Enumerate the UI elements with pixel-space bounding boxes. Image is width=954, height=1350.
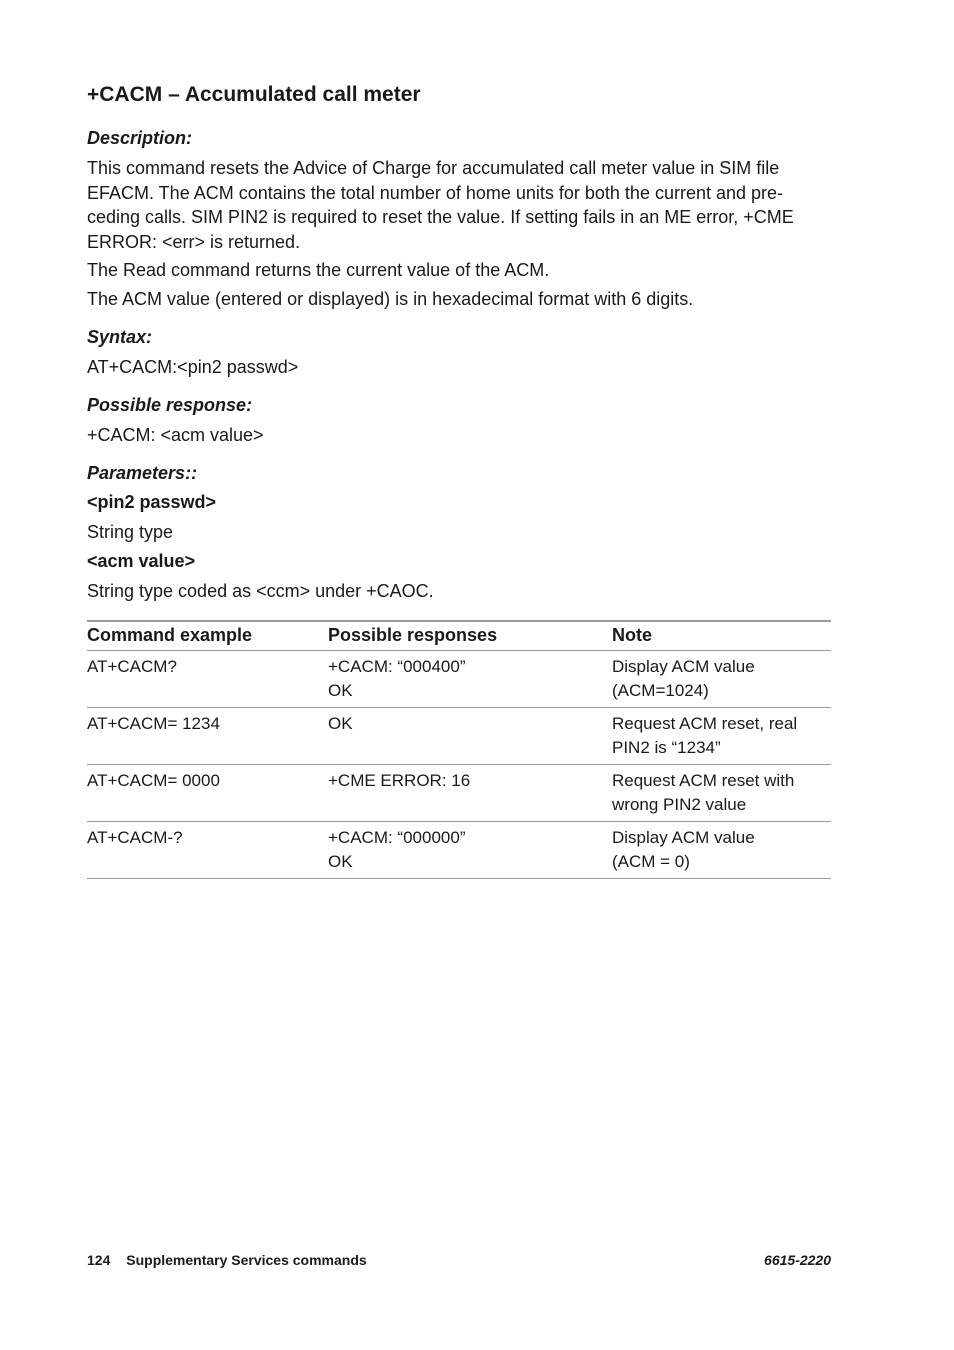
page-title: +CACM – Accumulated call meter bbox=[87, 83, 421, 106]
note-line: (ACM = 0) bbox=[612, 851, 690, 871]
possible-response-value: +CACM: <acm value> bbox=[87, 425, 264, 445]
description-label: Description: bbox=[87, 128, 193, 148]
table-header-row bbox=[87, 621, 831, 651]
table-cell-response bbox=[328, 765, 612, 822]
table-cell-response bbox=[328, 822, 612, 879]
note-line: (ACM=1024) bbox=[612, 680, 709, 700]
header-possible-responses: Possible responses bbox=[328, 621, 612, 651]
table-row bbox=[87, 765, 831, 822]
table-row bbox=[87, 651, 831, 708]
table-cell-command: AT+CACM= 1234 bbox=[87, 708, 328, 765]
note-line: Request ACM reset, real bbox=[612, 714, 798, 733]
description-paragraph-1: This command resets the Advice of Charge for accumulated call meter value in SIM file EFACM. The ACM contains the total number of home units for both the current and pre-ceding calls. SIM PIN2 is required to reset the value. If setting fails in an ME error, +CME ERROR: <err> is returned. bbox=[87, 158, 794, 252]
command-example-table bbox=[87, 620, 831, 879]
response-line: OK bbox=[328, 851, 353, 871]
table-cell-note bbox=[612, 765, 831, 822]
table-cell-command: AT+CACM= 0000 bbox=[87, 765, 328, 822]
response-line: OK bbox=[328, 680, 353, 700]
table-cell-note bbox=[612, 822, 831, 879]
syntax-label: Syntax: bbox=[87, 327, 153, 347]
description-paragraph-3: The ACM value (entered or displayed) is in hexadecimal format with 6 digits. bbox=[87, 289, 694, 309]
section-name: Supplementary Services commands bbox=[126, 1252, 367, 1268]
parameter-name-acm: <acm value> bbox=[87, 551, 196, 571]
table-cell-note bbox=[612, 708, 831, 765]
table-cell-command: AT+CACM? bbox=[87, 651, 328, 708]
note-line: Display ACM value bbox=[612, 657, 755, 676]
response-line: +CME ERROR: 16 bbox=[328, 771, 471, 790]
table-cell-response bbox=[328, 708, 612, 765]
possible-response-label: Possible response: bbox=[87, 395, 253, 415]
note-line: Request ACM reset with bbox=[612, 771, 795, 790]
document-number: 6615-2220 bbox=[764, 1252, 831, 1268]
note-line: PIN2 is “1234” bbox=[612, 737, 721, 757]
syntax-value: AT+CACM:<pin2 passwd> bbox=[87, 357, 299, 377]
parameter-name-pin2: <pin2 passwd> bbox=[87, 492, 217, 512]
footer-left bbox=[87, 1252, 367, 1268]
note-line: wrong PIN2 value bbox=[612, 794, 747, 814]
response-line: OK bbox=[328, 714, 353, 733]
table-row bbox=[87, 708, 831, 765]
parameter-description-acm: String type coded as <ccm> under +CAOC. bbox=[87, 581, 434, 601]
table-row bbox=[87, 822, 831, 879]
table-cell-note bbox=[612, 651, 831, 708]
response-line: +CACM: “000000” bbox=[328, 828, 466, 847]
response-line: +CACM: “000400” bbox=[328, 657, 466, 676]
note-line: Display ACM value bbox=[612, 828, 755, 847]
table-cell-command: AT+CACM-? bbox=[87, 822, 328, 879]
parameter-description-pin2: String type bbox=[87, 522, 174, 542]
parameters-label: Parameters:: bbox=[87, 463, 198, 483]
header-note: Note bbox=[612, 621, 831, 651]
description-paragraph-2: The Read command returns the current value of the ACM. bbox=[87, 260, 550, 280]
header-command-example: Command example bbox=[87, 621, 328, 651]
page-number: 124 bbox=[87, 1252, 111, 1268]
table-cell-response bbox=[328, 651, 612, 708]
